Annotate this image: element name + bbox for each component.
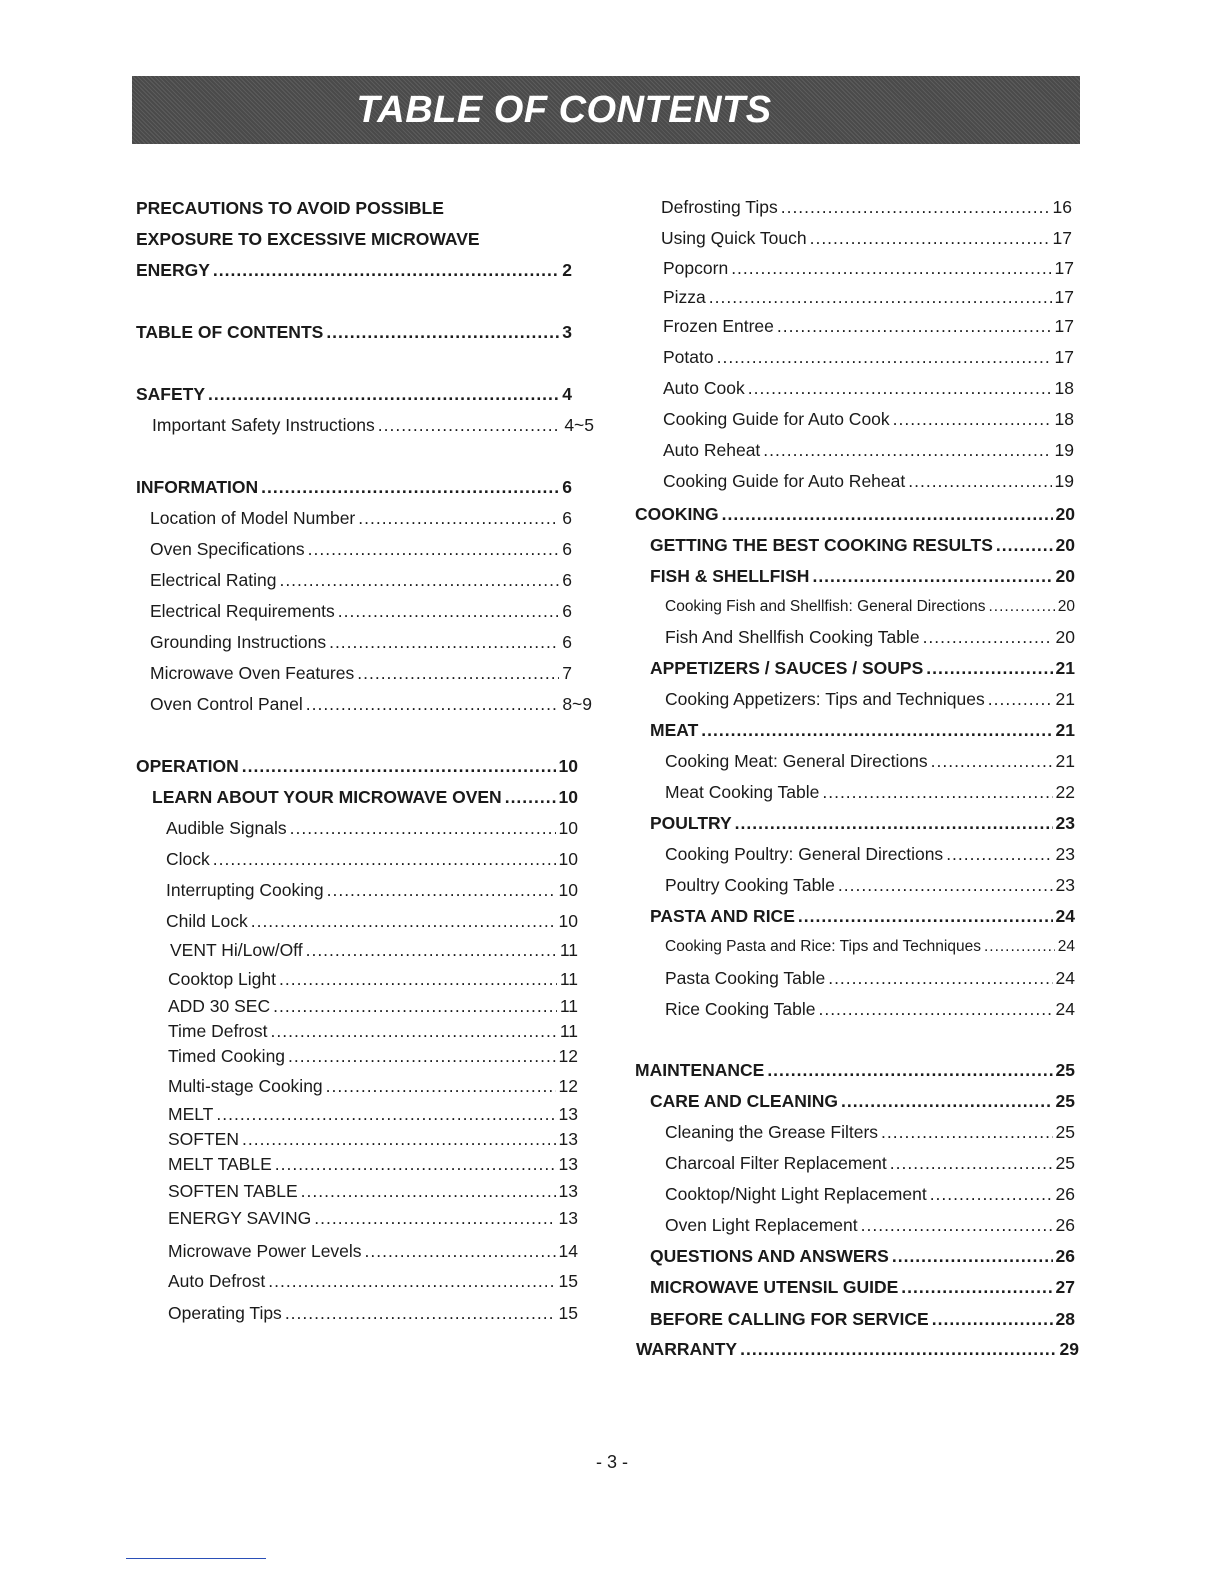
title-banner [132,76,1080,144]
toc-entry: Meat Cooking Table ..... 22 [665,781,1075,803]
toc-entry: Timed Cooking ..... 12 [168,1045,578,1067]
toc-entry-learn: LEARN ABOUT YOUR MICROWAVE OVEN ..... 10 [152,786,578,808]
toc-entry-service: BEFORE CALLING FOR SERVICE ..... 28 [650,1308,1075,1330]
toc-entry: Potato ..... 17 [663,346,1074,368]
precautions-line-2: EXPOSURE TO EXCESSIVE MICROWAVE [136,229,480,249]
toc-entry: Cooking Meat: General Directions ..... 21 [665,750,1075,772]
toc-entry: Important Safety Instructions ..... 4~5 [152,414,594,436]
toc-entry: Grounding Instructions ..... 6 [150,631,572,653]
page-title: TABLE OF CONTENTS [356,88,772,131]
toc-entry-precautions: ENERGY ..... 2 [136,259,572,281]
toc-entry: Child Lock ..... 10 [166,910,578,932]
toc-entry: Clock ..... 10 [166,848,578,870]
toc-entry: Using Quick Touch ..... 17 [661,227,1072,249]
toc-entry-safety: SAFETY ..... 4 [136,383,572,405]
toc-entry: Oven Light Replacement ..... 26 [665,1214,1075,1236]
toc-entry: Cooktop/Night Light Replacement ..... 26 [665,1183,1075,1205]
toc-entry-meat: MEAT ..... 21 [650,719,1075,741]
toc-entry-cooking: COOKING ..... 20 [635,503,1075,525]
toc-entry: Electrical Requirements ..... 6 [150,600,572,622]
toc-entry: ENERGY SAVING ..... 13 [168,1207,578,1229]
toc-entry-fish: FISH & SHELLFISH ..... 20 [650,565,1075,587]
toc-entry-care: CARE AND CLEANING ..... 25 [650,1090,1075,1112]
toc-entry: ADD 30 SEC ..... 11 [168,995,578,1017]
toc-entry-information: INFORMATION ..... 6 [136,476,572,498]
toc-entry: Auto Defrost ..... 15 [168,1270,578,1292]
toc-entry-operation: OPERATION ..... 10 [136,755,578,777]
toc-entry: VENT Hi/Low/Off ..... 11 [170,939,578,961]
toc-entry: Auto Cook ..... 18 [663,377,1074,399]
toc-entry: Time Defrost ..... 11 [168,1020,578,1042]
toc-entry: Cooking Guide for Auto Reheat ..... 19 [663,470,1074,492]
toc-entry: Auto Reheat ..... 19 [663,439,1074,461]
toc-entry: Poultry Cooking Table ..... 23 [665,874,1075,896]
toc-entry-pasta: PASTA AND RICE ..... 24 [650,905,1075,927]
toc-entry: Cooking Poultry: General Directions ..... 23 [665,843,1075,865]
toc-entry: Audible Signals ..... 10 [166,817,578,839]
toc-entry: Rice Cooking Table ..... 24 [665,998,1075,1020]
toc-entry: Popcorn ..... 17 [663,257,1074,279]
toc-entry: Interrupting Cooking ..... 10 [166,879,578,901]
toc-entry: Oven Control Panel ..... 8~9 [150,693,592,715]
toc-entry: Multi-stage Cooking ..... 12 [168,1075,578,1097]
toc-entry: Cooking Guide for Auto Cook ..... 18 [663,408,1074,430]
toc-entry: Pizza ..... 17 [663,286,1074,308]
toc-entry: Defrosting Tips ..... 16 [661,196,1072,218]
toc-entry-warranty: WARRANTY ..... 29 [636,1338,1079,1360]
toc-entry: Pasta Cooking Table ..... 24 [665,967,1075,989]
toc-entry: Cooktop Light ..... 11 [168,968,578,990]
toc-entry: Microwave Oven Features ..... 7 [150,662,572,684]
toc-entry: Charcoal Filter Replacement ..... 25 [665,1152,1075,1174]
toc-entry: Operating Tips ..... 15 [168,1302,578,1324]
toc-entry: Fish And Shellfish Cooking Table ..... 20 [665,626,1075,648]
toc-entry: SOFTEN ..... 13 [168,1128,578,1150]
toc-entry-utensil: MICROWAVE UTENSIL GUIDE ..... 27 [650,1276,1075,1298]
toc-entry: Cleaning the Grease Filters ..... 25 [665,1121,1075,1143]
toc-entry: SOFTEN TABLE ..... 13 [168,1180,578,1202]
toc-entry: Microwave Power Levels ..... 14 [168,1240,578,1262]
toc-entry: Oven Specifications ..... 6 [150,538,572,560]
toc-entry: Cooking Fish and Shellfish: General Directions ..... 20 [665,596,1075,618]
toc-entry-maintenance: MAINTENANCE ..... 25 [635,1059,1075,1081]
toc-entry: MELT ..... 13 [168,1103,578,1125]
toc-entry: Cooking Appetizers: Tips and Techniques ..... 21 [665,688,1075,710]
bottom-rule [126,1558,266,1559]
toc-entry-table-of-contents: TABLE OF CONTENTS ..... 3 [136,321,572,343]
toc-entry-appetizers: APPETIZERS / SAUCES / SOUPS ..... 21 [650,657,1075,679]
toc-entry-best-results: GETTING THE BEST COOKING RESULTS ..... 20 [650,534,1075,556]
toc-entry: Electrical Rating ..... 6 [150,569,572,591]
toc-entry: Location of Model Number ..... 6 [150,507,572,529]
toc-entry-questions: QUESTIONS AND ANSWERS ..... 26 [650,1245,1075,1267]
toc-entry: MELT TABLE ..... 13 [168,1153,578,1175]
precautions-line-1: PRECAUTIONS TO AVOID POSSIBLE [136,198,444,218]
toc-entry: Cooking Pasta and Rice: Tips and Techniques ..... 24 [665,936,1075,958]
toc-entry: Frozen Entree ..... 17 [663,315,1074,337]
page-number: - 3 - [595,1452,628,1472]
toc-entry-poultry: POULTRY ..... 23 [650,812,1075,834]
